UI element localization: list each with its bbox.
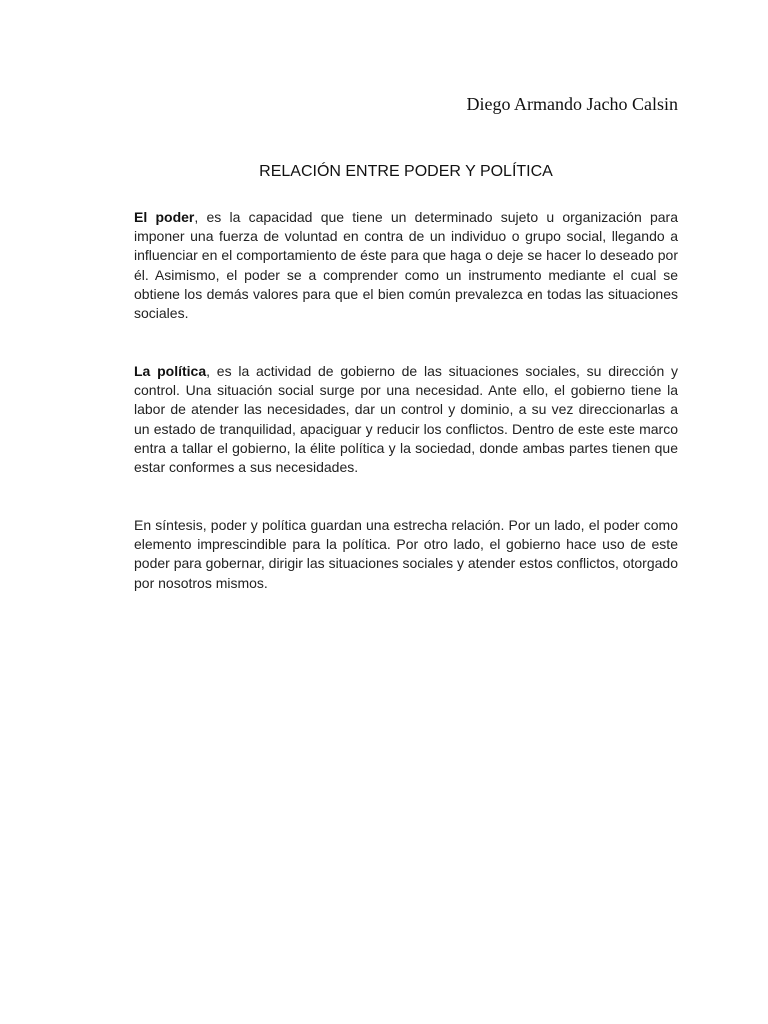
author-name: Diego Armando Jacho Calsin (466, 94, 678, 114)
paragraph-lead-term: El poder (134, 209, 195, 225)
paragraph-synthesis (134, 516, 678, 593)
paragraph-body: En síntesis, poder y política guardan una estrecha relación. Por un lado, el poder como elemento imprescindible para la política. Por otro lado, el gobierno hace uso de este poder para gobernar, dirigir las situaciones sociales y atender estos conflictos, otorgado por nosotros mismos. (134, 517, 678, 591)
paragraph-body: , es la actividad de gobierno de las situaciones sociales, su dirección y control. Una situación social surge por una necesidad. Ante ello, el gobierno tiene la labor de atender las necesidades, dar un control y dominio, a su vez direccionarlas a un estado de tranquilidad, apaciguar y reducir los conflictos. Dentro de este este marco entra a tallar el gobierno, la élite política y la sociedad, donde ambas partes tienen que estar conformes a sus necesidades. (134, 363, 679, 476)
paragraph-lead-term: La política (134, 363, 207, 379)
paragraph-politics (134, 362, 678, 477)
paragraph-body: , es la capacidad que tiene un determinado sujeto u organización para imponer una fuerza de voluntad en contra de un individuo o grupo social, llegando a influenciar en el comportamiento de éste para que haga o deje se hacer lo deseado por él. Asimismo, el poder se a comprender como un instrumento mediante el cual se obtiene los demás valores para que el bien común prevalezca en todas las situaciones sociales. (134, 209, 678, 322)
paragraph-power (134, 208, 678, 323)
document-title: RELACIÓN ENTRE PODER Y POLÍTICA (259, 163, 553, 180)
